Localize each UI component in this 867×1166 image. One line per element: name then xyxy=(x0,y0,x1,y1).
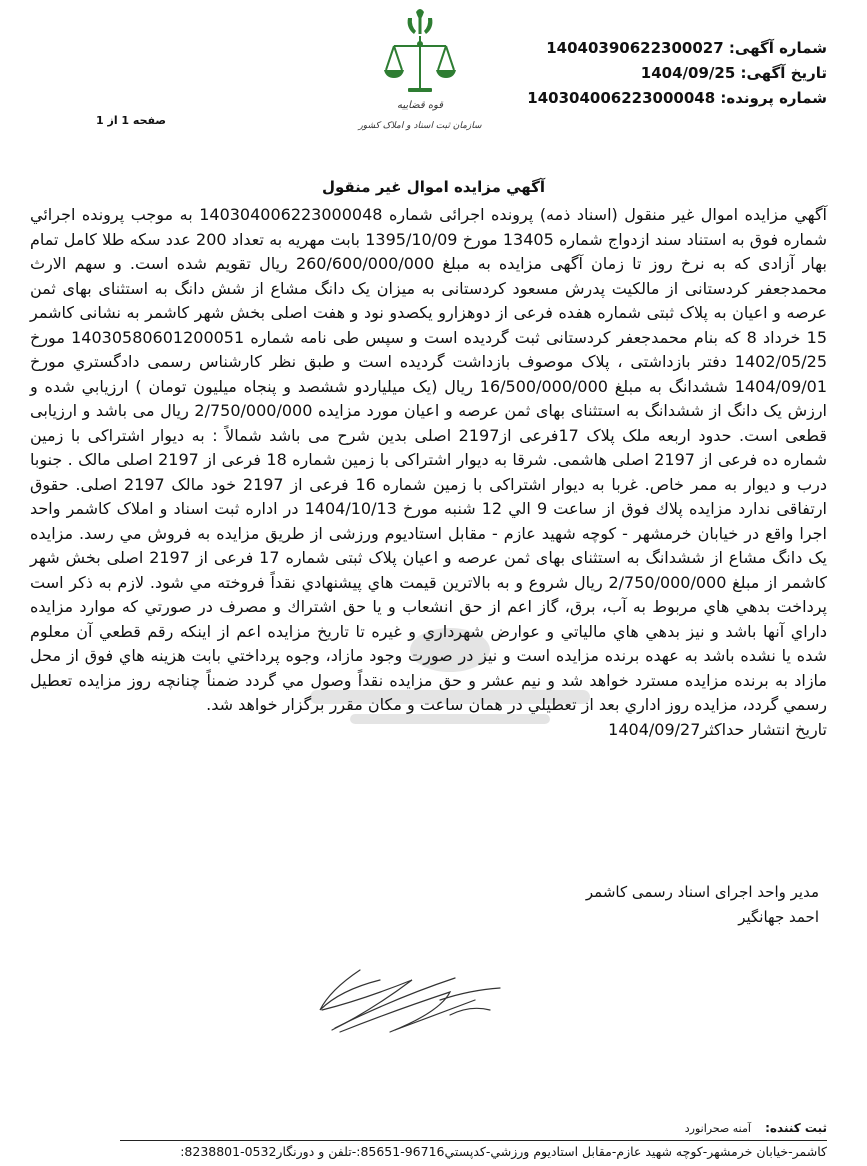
case-number: 140304006223000048 xyxy=(527,89,716,107)
notice-date-row xyxy=(527,61,827,86)
recorder-name: آمنه صحرانورد xyxy=(684,1122,751,1135)
publish-date-line: تاريخ انتشار حداكثر1404/09/27 xyxy=(608,719,827,739)
case-number-row xyxy=(527,86,827,111)
page-count: صفحه 1 از 1 xyxy=(96,114,167,127)
notice-number-label: شماره آگهی: xyxy=(728,39,827,57)
recorder xyxy=(685,1121,827,1135)
case-number-label: شماره پرونده: xyxy=(720,89,827,107)
notice-title: آگهي مزايده اموال غير منقول xyxy=(321,178,546,196)
notice-date-label: تاریخ آگهی: xyxy=(740,64,827,82)
notice-body-text: آگهي مزايده اموال غير منقول (اسناد ذمه) پرونده اجرائی شماره 140304006223000048 به موجب پرونده اجرائي شماره فوق به استناد سند ازدواج شماره 13405 مورخ 1395/10/09 بابت مهريه به تعداد 200 عدد سکه طلا کامل تمام بهار آزادی که به نرخ روز تا زمان آگهی مزایده به مبلغ 260/600/000/000 ريال تقويم شده است. و سهم الارث محمدجعفر کردستانی از مالکيت پدرش مسعود کردستانی به ميزان يک دانگ مشاع از شش دانگ به استثنای بهای ثمن عرصه و اعيان به پلاک ثبتی شماره هفده فرعی از دوهزارو يکصدو نود و هفت اصلی بخش شهر کاشمر به نشانی کاشمر 15 خرداد 8 که بنام محمدجعفر کردستانی ثبت گرديده است و سپس طی نامه شماره 14030580601200051 مورخ 1402/05/25 دفتر بازداشتی ، پلاک موصوف بازداشت گرديده است و طبق نظر کارشناس رسمی دادگستري مورخ 1404/09/01 ششدانگ به مبلغ 16/500/000/000 ريال (يک ميلياردو ششصد و پنجاه ميليون تومان ) ارزيابي شده و ارزش يک دانگ از ششدانگ به استثنای بهای ثمن عرصه و اعيان مورد مزايده 2/750/000/000 ريال می باشد و ارزيابی قطعی است. حدود اربعه ملک پلاک 17فرعی از2197 اصلی بدين شرح می باشد شمالاً : به ديوار اشتراکی با زمين شماره ده فرعی از 2197 اصلی هاشمی. شرقا به ديوار اشتراکی با زمين شماره 18 فرعی از 2197 اصلی مالک . جنوبا درب و ديوار به ممر خاص. غربا به ديوار اشتراکی با زمين شماره 16 فرعی از 2197 خود مالک 2197 اصلی. حقوق ارتفاقی ندارد مزايده پلاك فوق از ساعت 9 الي 12 شنبه مورخ 1404/10/13 در اداره ثبت اسناد و املاک کاشمر واحد اجرا واقع در خيابان خرمشهر - کوچه شهيد عازم - مقابل استاديوم ورزشی از طريق مزايده به فروش مي رسد. مزايده يک دانگ مشاع از ششدانگ به استثنای بهای ثمن عرصه و اعيان پلاک ثبتی شماره 17 فرعی از 2197 اصلی بخش شهر کاشمر از مبلغ 2/750/000/000 ريال شروع و به بالاترين قيمت هاي پيشنهادي نقداً فروخته مي شود. لازم به ذكر است پرداخت بدهي هاي مربوط به آب، برق، گاز اعم از حق انشعاب و يا حق اشتراك و مصرف در صورتي كه موارد مزايده داراي آنها باشد و نيز بدهي هاي مالياتي و عوارض شهرداري و غيره تا تاريخ مزايده اعم از اينكه رقم قطعي آن معلوم شده يا نشده باشد به عهده برنده مزايده است و نيز در صورت وجود مازاد، وجوه پرداختي بابت هزينه هاي فوق از محل مازاد به برنده مزايده مسترد خواهد شد و نيم عشر و حق مزايده نقداً وصول مي گردد ضمناً چنانچه روز مزايده تعطيل رسمي گردد، مزايده روز اداري بعد از تعطيلي در همان ساعت و مكان مقرر برگزار خواهد شد. xyxy=(30,205,828,714)
signer-position: مدير واحد اجرای اسناد رسمی کاشمر xyxy=(585,883,819,901)
judiciary-emblem-icon xyxy=(350,4,490,144)
notice-date: 1404/09/25 xyxy=(640,64,736,82)
footer-address: کاشمر-خيابان خرمشهر-کوچه شهيد عازم-مقابل استاديوم ورزشي-کدپستي96716-85651:-تلفن و دورنگار0532-8238801: xyxy=(180,1144,827,1159)
handwritten-signature-icon xyxy=(300,960,530,1050)
recorder-label: ثبت کننده: xyxy=(765,1121,827,1135)
signer-name: احمد جهانگير xyxy=(738,908,819,926)
footer-divider xyxy=(120,1140,827,1141)
notice-number: 14040390622300027 xyxy=(546,39,724,57)
emblem-caption-2: سازمان ثبت اسناد و املاک کشور xyxy=(358,121,482,131)
notice-number-row xyxy=(527,36,827,61)
notice-body xyxy=(30,203,827,742)
signature-block xyxy=(586,880,819,930)
notice-meta xyxy=(527,36,827,111)
emblem-caption-1: قوه قضاییه xyxy=(396,100,444,111)
